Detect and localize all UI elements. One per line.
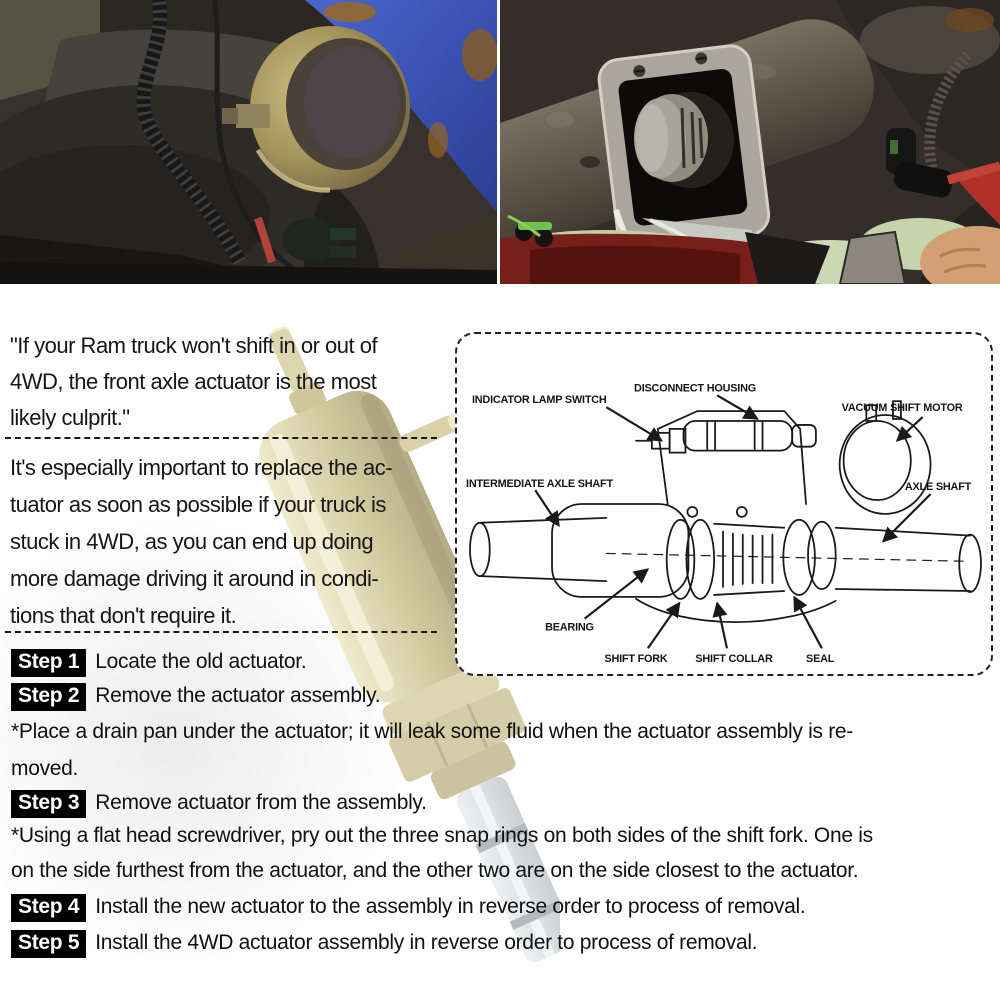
label-vacuum-shift-motor: VACUUM SHIFT MOTOR — [841, 402, 963, 415]
label-indicator-lamp-switch: INDICATOR LAMP SWITCH — [471, 394, 607, 407]
arrow-vacuum-shift-motor — [897, 417, 923, 441]
splined-gear — [634, 92, 734, 188]
step-5-badge: Step 5 — [11, 930, 86, 958]
quote-line-3: likely culprit." — [10, 405, 130, 430]
arrow-axle-shaft — [883, 494, 930, 541]
intro-line-1: It's especially important to replace the ac- — [10, 455, 393, 480]
intro-line-4: more damage driving it around in condi- — [10, 566, 379, 591]
label-disconnect-housing: DISCONNECT HOUSING — [634, 382, 756, 395]
step-4-text: Install the new actuator to the assembly in reverse order to process of removal. — [95, 895, 806, 918]
label-seal: SEAL — [806, 653, 835, 666]
step-1-badge: Step 1 — [11, 649, 86, 677]
step-1-row — [11, 648, 306, 677]
quote-paragraph — [10, 328, 456, 436]
step-2-text: Remove the actuator assembly. — [95, 684, 381, 707]
intro-line-3: stuck in 4WD, as you can end up doing — [10, 529, 374, 554]
quote-line-2: 4WD, the front axle actuator is the most — [10, 369, 377, 394]
note-1-line-1: *Place a drain pan under the actuator; it will leak some fluid when the actuator assembly is re- — [11, 720, 853, 743]
step-5-row — [11, 929, 757, 958]
quote-line-1: "If your Ram truck won't shift in or out of — [10, 333, 378, 358]
photo-installed-actuator — [0, 0, 497, 284]
note-2-line-1: *Using a flat head screwdriver, pry out the three snap rings on both sides of the shift fork. One is — [11, 824, 873, 847]
arrow-seal — [794, 597, 822, 648]
step-4-row — [11, 893, 805, 922]
arrow-disconnect-housing — [717, 395, 758, 419]
metal-part — [840, 232, 905, 284]
intro-line-2: tuator as soon as possible if your truck is — [10, 492, 386, 517]
step-2-badge: Step 2 — [11, 683, 86, 711]
label-axle-shaft: AXLE SHAFT — [904, 481, 972, 494]
intro-line-5: tions that don't require it. — [10, 603, 237, 628]
intro-paragraph — [10, 449, 456, 634]
photo-right-scene — [500, 0, 1000, 284]
diagram-drawing — [457, 334, 991, 674]
dashed-separator-top — [5, 437, 437, 439]
arrow-shift-fork — [648, 603, 680, 648]
arrow-bearing — [585, 569, 648, 618]
instructions-list — [11, 648, 995, 978]
label-shift-collar: SHIFT COLLAR — [695, 653, 773, 666]
step-1-text: Locate the old actuator. — [95, 650, 307, 673]
dashed-separator-bottom — [5, 631, 437, 633]
step-5-text: Install the 4WD actuator assembly in reverse order to process of removal. — [95, 931, 758, 954]
step-2-row — [11, 682, 380, 711]
step-3-badge: Step 3 — [11, 790, 86, 818]
photo-left-scene — [0, 0, 497, 284]
label-intermediate-axle-shaft: INTERMEDIATE AXLE SHAFT — [466, 478, 613, 491]
arrow-shift-collar — [717, 603, 727, 648]
arrow-indicator-lamp-switch — [606, 407, 661, 441]
note-1-line-2: moved. — [11, 757, 79, 780]
photo-axle-opening-draining — [500, 0, 1000, 284]
diagram-arrows — [535, 395, 930, 648]
step-3-row — [11, 789, 427, 818]
label-bearing: BEARING — [545, 621, 594, 634]
step-4-badge: Step 4 — [11, 894, 86, 922]
note-2-line-2: on the side furthest from the actuator, and the other two are on the side closest to the actuator. — [11, 859, 859, 882]
step-3-text: Remove actuator from the assembly. — [95, 791, 427, 814]
actuator-assembly-diagram — [455, 332, 993, 676]
label-shift-fork: SHIFT FORK — [604, 653, 668, 666]
